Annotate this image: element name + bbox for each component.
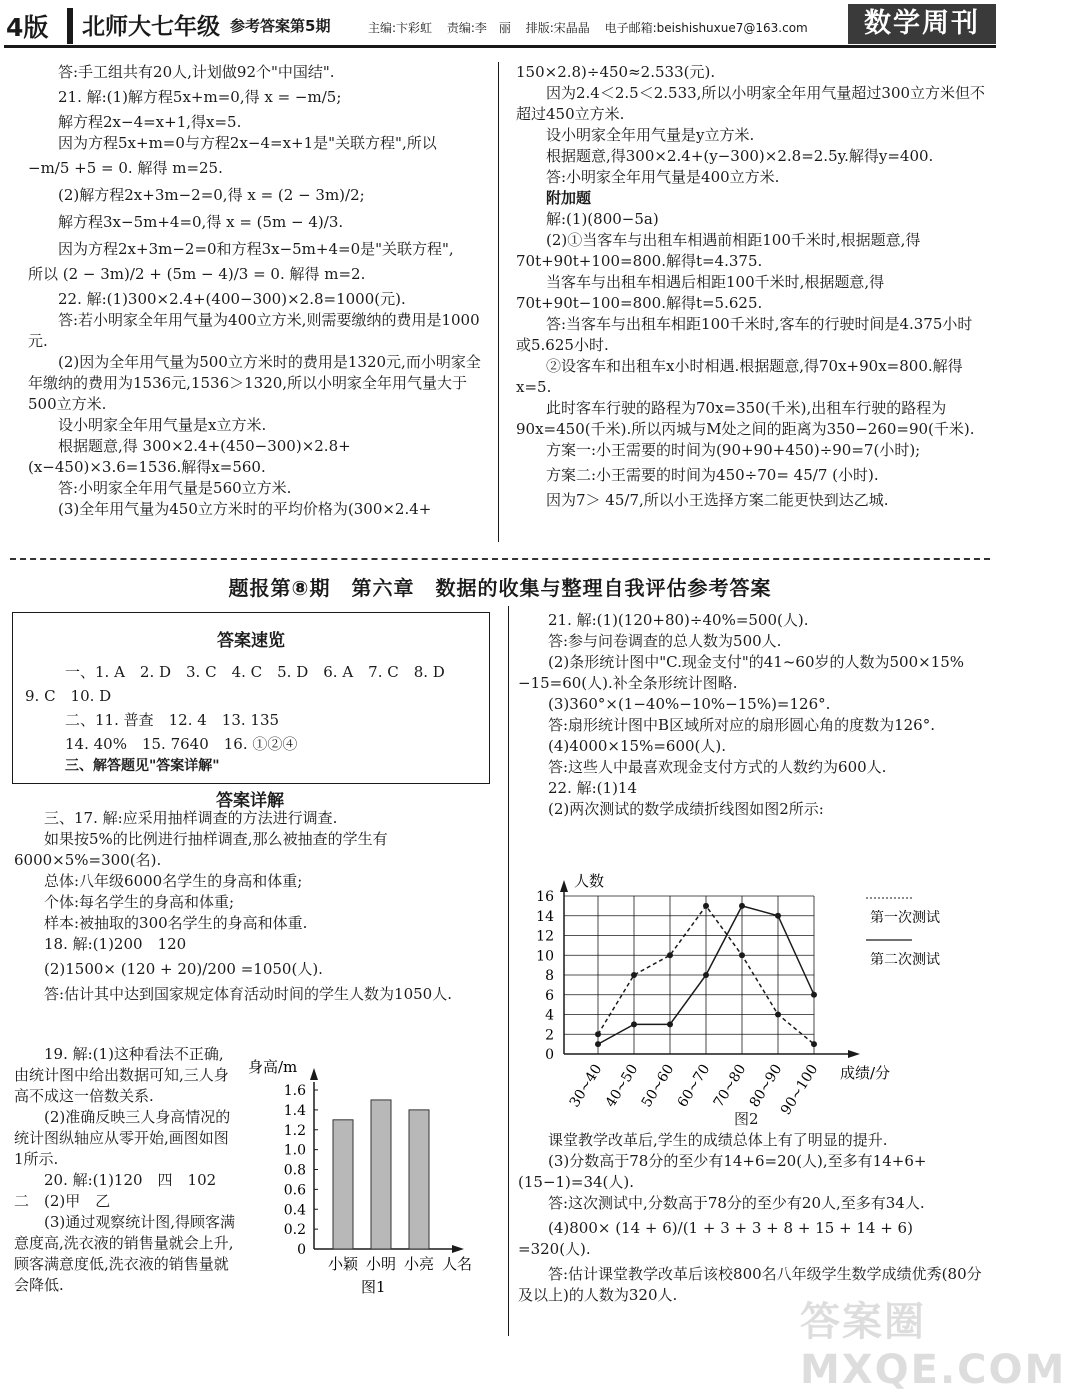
data-point-1 bbox=[667, 952, 673, 958]
paragraph: 答:扇形统计图中B区域所对应的扇形圆心角的度数为126°. bbox=[548, 716, 935, 734]
paragraph: 根据题意,得300×2.4+(y−300)×2.8=2.5y.解得y=400. bbox=[546, 147, 934, 165]
section-title: 题报第⑧期 第六章 数据的收集与整理自我评估参考答案 bbox=[228, 576, 772, 600]
paragraph: 21. 解:(1)解方程5x+m=0,得 x = −m/5; bbox=[58, 88, 342, 106]
figure-2-caption: 图2 bbox=[734, 1110, 759, 1128]
answer-line: 9. C 10. D bbox=[25, 687, 112, 705]
paragraph: 解方程3x−5m+4=0,得 x = (5m − 4)/3. bbox=[58, 213, 344, 231]
x-tick-label: 30~40 bbox=[566, 1061, 606, 1111]
paragraph: 答:估计课堂教学改革后该校800名八年级学生数学成绩优秀(80分及以上)的人数为320人. bbox=[518, 1265, 982, 1304]
data-point-1 bbox=[739, 952, 745, 958]
layout-editor: 排版:宋晶晶 bbox=[525, 21, 590, 35]
paragraph: 答:当客车与出租车相距100千米时,客车的行驶时间是4.375小时或5.625小时. bbox=[516, 315, 973, 354]
paragraph: 150×2.8)÷450≈2.533(元). bbox=[516, 63, 716, 81]
masthead: 数学周刊 bbox=[848, 4, 996, 44]
paragraph: 如果按5%的比例进行抽样调查,那么被抽查的学生有6000×5%=300(名). bbox=[14, 830, 388, 869]
y-tick-label: 10 bbox=[536, 948, 554, 965]
y-tick-label: 0.4 bbox=[283, 1202, 306, 1219]
detail-title: 答案详解 bbox=[216, 791, 284, 811]
paragraph: 21. 解:(1)(120+80)÷40%=500(人). bbox=[548, 611, 809, 629]
watermark: 答案圈 MXQE.COM bbox=[800, 1299, 1066, 1393]
header-divider bbox=[67, 8, 73, 44]
data-point-1 bbox=[595, 1031, 601, 1037]
y-axis-label: 身高/m bbox=[248, 1058, 298, 1076]
email-address: 电子邮箱:beishishuxue7@163.com bbox=[604, 21, 808, 35]
paragraph: 设小明家全年用气量是y立方米. bbox=[546, 126, 755, 144]
paragraph: 设小明家全年用气量是x立方米. bbox=[58, 416, 267, 434]
paragraph: 解:(1)(800−5a) bbox=[546, 210, 659, 228]
y-tick-label: 6 bbox=[545, 987, 554, 1004]
paragraph: 当客车与出租车相遇后相距100千米时,根据题意,得70t+90t−100=800.解得t=5.625. bbox=[516, 273, 885, 312]
x-tick-label: 40~50 bbox=[602, 1061, 642, 1111]
x-tick-label: 小颖 bbox=[327, 1255, 359, 1273]
paragraph: 答:若小明家全年用气量为400立方米,则需要缴纳的费用是1000元. bbox=[28, 311, 480, 350]
answer-overview-box bbox=[12, 612, 490, 784]
answer-line: 14. 40% 15. 7640 16. ①②④ bbox=[65, 735, 298, 753]
staff-credits bbox=[368, 19, 819, 36]
x-tick-label: 50~60 bbox=[638, 1061, 678, 1111]
paragraph: 方案二:小王需要的时间为450÷70= 45/7 (小时). bbox=[546, 466, 879, 484]
paragraph: 答:这些人中最喜欢现金支付方式的人数约为600人. bbox=[548, 758, 887, 776]
paragraph: 答:手工组共有20人,计划做92个"中国结". bbox=[58, 63, 335, 81]
y-tick-label: 1.6 bbox=[283, 1083, 306, 1099]
legend-label-second: 第二次测试 bbox=[870, 952, 940, 968]
duty-editor: 责编:李 丽 bbox=[446, 21, 511, 35]
paragraph: 因为7＞ 45/7,所以小王选择方案二能更快到达乙城. bbox=[546, 491, 889, 509]
x-tick-label: 90~100 bbox=[777, 1061, 822, 1118]
bar-小明 bbox=[371, 1100, 391, 1249]
data-point-2 bbox=[595, 1041, 601, 1047]
left-bottom-column bbox=[14, 808, 490, 1005]
left-top-column bbox=[28, 62, 490, 520]
paragraph: 此时客车行驶的路程为70x=350(千米),出租车行驶的路程为90x=450(千米).所以丙城与M处之间的距离为350−260=90(千米). bbox=[516, 399, 975, 438]
paragraph: 方案一:小王需要的时间为(90+90+450)÷90=7(小时); bbox=[546, 441, 921, 459]
answer-line: 三、解答题见"答案详解" bbox=[65, 758, 220, 774]
x-tick-label: 80~90 bbox=[746, 1061, 786, 1111]
x-tick-label: 70~80 bbox=[710, 1061, 750, 1111]
y-tick-label: 16 bbox=[536, 889, 554, 905]
paragraph: 个体:每名学生的身高和体重; bbox=[44, 893, 235, 911]
paragraph: 22. 解:(1)14 bbox=[548, 779, 638, 797]
section-separator bbox=[10, 558, 990, 560]
paragraph: 答:小明家全年用气量是400立方米. bbox=[546, 168, 780, 186]
y-tick-label: 0 bbox=[545, 1047, 554, 1063]
paragraph: 20. 解:(1)120 四 102 二 (2)甲 乙 bbox=[14, 1171, 232, 1210]
y-axis-arrow bbox=[310, 1068, 318, 1080]
x-axis-arrow bbox=[452, 1245, 464, 1253]
data-point-1 bbox=[703, 903, 709, 909]
y-tick-label: 2 bbox=[545, 1027, 554, 1044]
y-tick-label: 8 bbox=[545, 968, 554, 984]
figure-1-bar-chart bbox=[244, 1052, 489, 1342]
paragraph: 所以 (2 − 3m)/2 + (5m − 4)/3 = 0. 解得 m=2. bbox=[28, 265, 366, 283]
x-axis-label: 成绩/分 bbox=[840, 1064, 891, 1082]
bar-小亮 bbox=[409, 1110, 429, 1249]
data-point-2 bbox=[775, 913, 781, 919]
data-point-2 bbox=[667, 1021, 673, 1027]
bar-小颖 bbox=[333, 1120, 353, 1249]
y-tick-label: 1.0 bbox=[283, 1142, 306, 1159]
y-tick-label: 12 bbox=[536, 928, 554, 945]
right-after-chart bbox=[518, 1130, 988, 1306]
legend-label-first: 第一次测试 bbox=[870, 910, 940, 926]
y-tick-label: 1.4 bbox=[283, 1102, 306, 1119]
q19-column bbox=[14, 1044, 236, 1296]
y-tick-label: 0.8 bbox=[283, 1162, 306, 1179]
paragraph: 课堂教学改革后,学生的成绩总体上有了明显的提升. bbox=[548, 1131, 888, 1149]
paragraph: (2)①当客车与出租车相遇前相距100千米时,根据题意,得70t+90t+100=800.解得t=4.375. bbox=[516, 231, 921, 270]
column-divider bbox=[498, 62, 499, 542]
data-point-2 bbox=[811, 992, 817, 998]
paragraph: (2)两次测试的数学成绩折线图如图2所示: bbox=[548, 800, 824, 818]
x-tick-label: 60~70 bbox=[674, 1061, 714, 1111]
column-divider bbox=[508, 606, 509, 1336]
paragraph: (2)条形统计图中"C.现金支付"的41~60岁的人数为500×15%−15=60(人).补全条形统计图略. bbox=[518, 653, 965, 692]
paragraph: 样本:被抽取的300名学生的身高和体重. bbox=[44, 914, 308, 932]
answer-line: 二、11. 普查 12. 4 13. 135 bbox=[65, 711, 280, 729]
figure-caption: 图1 bbox=[361, 1278, 386, 1296]
data-point-1 bbox=[775, 1012, 781, 1018]
data-point-1 bbox=[811, 1041, 817, 1047]
x-axis-label: 人名 bbox=[442, 1255, 473, 1273]
paragraph: (3)360°×(1−40%−10%−15%)=126°. bbox=[548, 695, 831, 713]
paragraph: 答:这次测试中,分数高于78分的至少有20人,至多有34人. bbox=[548, 1194, 925, 1212]
x-axis-arrow bbox=[848, 1050, 860, 1058]
paragraph: ②设客车和出租车x小时相遇.根据题意,得70x+90x=800.解得x=5. bbox=[516, 357, 963, 396]
paragraph: 因为方程2x+3m−2=0和方程3x−5m+4=0是"关联方程", bbox=[58, 240, 454, 258]
grade-label: 北师大七年级 bbox=[82, 14, 220, 40]
header-rule bbox=[4, 45, 996, 48]
paragraph: (2)解方程2x+3m−2=0,得 x = (2 − 3m)/2; bbox=[58, 186, 365, 204]
answer-line: 一、1. A 2. D 3. C 4. C 5. D 6. A 7. C 8. D bbox=[65, 663, 445, 681]
paragraph: 答:估计其中达到国家规定体育活动时间的学生人数为1050人. bbox=[44, 985, 452, 1003]
section-heading: 附加题 bbox=[546, 189, 592, 207]
paragraph: 三、17. 解:应采用抽样调查的方法进行调查. bbox=[44, 809, 338, 827]
paragraph: (4)4000×15%=600(人). bbox=[548, 737, 727, 755]
paragraph: 22. 解:(1)300×2.4+(400−300)×2.8=1000(元). bbox=[58, 290, 406, 308]
paragraph: 因为方程5x+m=0与方程2x−4=x+1是"关联方程",所以 bbox=[58, 134, 437, 152]
page-header bbox=[0, 0, 1000, 48]
data-point-2 bbox=[703, 972, 709, 978]
y-tick-label: 0 bbox=[297, 1242, 306, 1258]
paragraph: −m/5 +5 = 0. 解得 m=25. bbox=[28, 159, 223, 177]
paragraph: (3)分数高于78分的至少有14+6=20(人),至多有14+6+(15−1)=34(人). bbox=[518, 1152, 927, 1191]
paragraph: (3)通过观察统计图,得顾客满意度高,洗衣液的销售量就会上升,顾客满意度低,洗衣液的销售量就会降低. bbox=[14, 1213, 236, 1294]
paragraph: (4)800× (14 + 6)/(1 + 3 + 3 + 8 + 15 + 14 + 6) =320(人). bbox=[518, 1219, 913, 1258]
y-tick-label: 4 bbox=[545, 1007, 554, 1024]
data-point-1 bbox=[631, 972, 637, 978]
paragraph: (3)全年用气量为450立方米时的平均价格为(300×2.4+ bbox=[58, 500, 432, 518]
y-tick-label: 0.6 bbox=[283, 1182, 306, 1199]
paragraph: (2)因为全年用气量为500立方米时的费用是1320元,而小明家全年缴纳的费用为1536元,1536＞1320,所以小明家全年用气量大于500立方米. bbox=[28, 353, 481, 413]
x-tick-label: 小明 bbox=[365, 1255, 397, 1273]
paragraph: (2)1500× (120 + 20)/200 =1050(人). bbox=[44, 960, 323, 978]
paragraph: (2)准确反映三人身高情况的统计图纵轴应从零开始,画图如图1所示. bbox=[14, 1108, 231, 1168]
y-tick-label: 1.2 bbox=[283, 1122, 306, 1139]
figure-2-line-chart bbox=[520, 868, 990, 1130]
paragraph: 因为2.4＜2.5＜2.533,所以小明家全年用气量超过300立方米但不超过450立方米. bbox=[516, 84, 986, 123]
right-bottom-column bbox=[518, 610, 988, 820]
x-tick-label: 小亮 bbox=[403, 1255, 435, 1273]
paragraph: 答:参与问卷调查的总人数为500人. bbox=[548, 632, 782, 650]
data-point-2 bbox=[631, 1021, 637, 1027]
paragraph: 总体:八年级6000名学生的身高和体重; bbox=[44, 872, 303, 890]
paragraph: 答:小明家全年用气量是560立方米. bbox=[58, 479, 292, 497]
issue-label: 参考答案第5期 bbox=[230, 17, 331, 35]
chief-editor: 主编:卞彩虹 bbox=[368, 21, 433, 35]
paragraph: 18. 解:(1)200 120 bbox=[44, 935, 187, 953]
paragraph: 19. 解:(1)这种看法不正确,由统计图中给出数据可知,三人身高不成这一倍数关系. bbox=[14, 1045, 229, 1105]
edition-label: 4版 bbox=[6, 13, 49, 42]
y-tick-label: 14 bbox=[536, 908, 554, 925]
paragraph: 根据题意,得 300×2.4+(450−300)×2.8+(x−450)×3.6=1536.解得x=560. bbox=[28, 437, 351, 476]
data-point-2 bbox=[739, 903, 745, 909]
right-top-column bbox=[516, 62, 986, 515]
y-tick-label: 0.2 bbox=[283, 1222, 306, 1239]
paragraph: 解方程2x−4=x+1,得x=5. bbox=[58, 113, 242, 131]
y-axis-label: 人数 bbox=[574, 872, 605, 890]
y-axis-arrow bbox=[560, 880, 568, 892]
answer-overview-title: 答案速览 bbox=[217, 631, 285, 651]
